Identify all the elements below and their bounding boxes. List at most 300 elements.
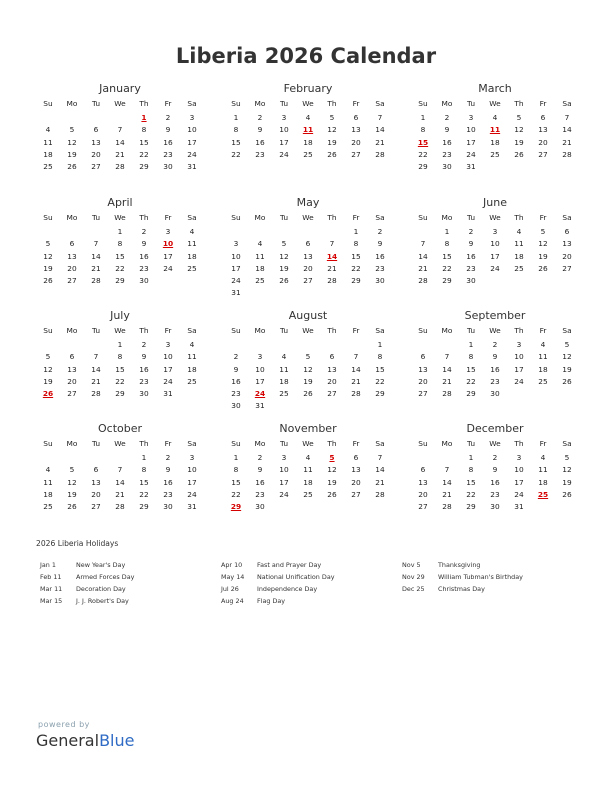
day-cell bbox=[36, 226, 60, 238]
day-cell: 4 bbox=[45, 465, 51, 475]
weekday-label: Sa bbox=[375, 99, 385, 108]
day-cell: 26 bbox=[562, 376, 572, 386]
day-cell: 14 bbox=[562, 125, 572, 135]
day-cell: 30 bbox=[466, 276, 476, 286]
holiday-item bbox=[40, 583, 134, 595]
day-cell: 26 bbox=[279, 276, 289, 286]
holiday-item bbox=[221, 595, 335, 607]
day-cell: 29 bbox=[442, 276, 452, 286]
day-cell: 28 bbox=[418, 276, 428, 286]
day-cell: 7 bbox=[444, 465, 450, 475]
day-cell: 7 bbox=[353, 352, 359, 362]
weekday-label: Th bbox=[139, 213, 149, 222]
day-cell bbox=[344, 287, 368, 299]
weekday-label: Sa bbox=[562, 213, 572, 222]
weekday-label: Fr bbox=[164, 439, 172, 448]
day-cell: 22 bbox=[466, 489, 476, 499]
day-cell: 2 bbox=[165, 113, 171, 122]
weekday-label: Th bbox=[327, 99, 337, 108]
holiday-name: Fast and Prayer Day bbox=[257, 561, 322, 569]
weekday-label: Tu bbox=[91, 439, 101, 448]
day-cell: 19 bbox=[514, 137, 524, 147]
day-cell: 22 bbox=[115, 376, 125, 386]
holiday-day-cell: 26 bbox=[42, 389, 54, 399]
day-cell: 18 bbox=[538, 477, 548, 487]
generalblue-logo[interactable] bbox=[36, 731, 134, 750]
holiday-day-cell: 10 bbox=[162, 239, 174, 249]
weekday-label: Su bbox=[231, 213, 241, 222]
day-cell bbox=[483, 161, 507, 173]
day-cell bbox=[84, 452, 108, 464]
holiday-day-cell: 11 bbox=[302, 125, 314, 135]
day-cell: 10 bbox=[163, 352, 173, 362]
week-row bbox=[411, 124, 579, 136]
day-cell: 18 bbox=[255, 263, 265, 273]
day-cell bbox=[60, 339, 84, 351]
day-cell: 31 bbox=[187, 502, 197, 512]
weekday-label: Fr bbox=[539, 439, 547, 448]
day-cell: 29 bbox=[115, 276, 125, 286]
day-cell: 26 bbox=[538, 263, 548, 273]
day-cell: 23 bbox=[466, 263, 476, 273]
day-cell: 13 bbox=[418, 364, 428, 374]
weekday-label: Mo bbox=[254, 99, 266, 108]
holiday-name: Flag Day bbox=[257, 597, 286, 606]
holiday-name: Christmas Day bbox=[438, 585, 485, 594]
day-cell: 31 bbox=[466, 162, 476, 172]
day-cell: 24 bbox=[514, 376, 524, 386]
day-cell: 1 bbox=[117, 227, 123, 236]
day-cell: 12 bbox=[43, 364, 53, 374]
day-cell: 8 bbox=[233, 125, 239, 135]
day-cell: 19 bbox=[562, 364, 572, 374]
day-cell: 23 bbox=[490, 489, 500, 499]
holiday-name: New Year's Day bbox=[76, 561, 126, 569]
day-cell: 25 bbox=[255, 276, 265, 286]
day-cell: 30 bbox=[231, 401, 241, 411]
week-row bbox=[36, 251, 204, 263]
holiday-date: Aug 24 bbox=[221, 597, 244, 606]
weekday-header bbox=[411, 323, 579, 339]
day-cell: 17 bbox=[279, 137, 289, 147]
day-cell: 26 bbox=[514, 149, 524, 159]
day-cell bbox=[411, 339, 435, 351]
day-cell: 6 bbox=[353, 453, 359, 462]
day-cell: 29 bbox=[466, 502, 476, 512]
day-cell: 13 bbox=[418, 477, 428, 487]
weekday-label: Tu bbox=[91, 213, 101, 222]
weekday-label: Sa bbox=[375, 439, 385, 448]
day-cell: 16 bbox=[255, 137, 265, 147]
day-cell: 12 bbox=[327, 465, 337, 475]
holiday-name: Decoration Day bbox=[76, 585, 126, 594]
day-cell bbox=[555, 501, 579, 513]
week-row bbox=[411, 501, 579, 513]
month-name: February bbox=[283, 82, 333, 95]
day-cell: 1 bbox=[468, 340, 474, 349]
weekday-header bbox=[224, 436, 392, 452]
day-cell: 9 bbox=[444, 125, 450, 135]
day-cell: 4 bbox=[492, 113, 498, 122]
day-cell bbox=[36, 112, 60, 124]
day-cell: 15 bbox=[115, 364, 125, 374]
weekday-label: We bbox=[302, 326, 314, 335]
weekday-label: We bbox=[302, 99, 314, 108]
day-cell: 7 bbox=[329, 239, 335, 249]
day-cell: 16 bbox=[375, 251, 385, 261]
weekday-label: Th bbox=[327, 439, 337, 448]
day-cell: 29 bbox=[139, 502, 149, 512]
week-row bbox=[224, 287, 392, 299]
day-cell: 12 bbox=[279, 251, 289, 261]
week-row bbox=[36, 112, 204, 124]
day-cell: 25 bbox=[538, 376, 548, 386]
day-cell: 8 bbox=[117, 352, 123, 362]
holiday-date: Feb 11 bbox=[40, 573, 62, 582]
day-cell: 29 bbox=[418, 162, 428, 172]
week-row bbox=[411, 137, 579, 149]
day-cell: 30 bbox=[139, 276, 149, 286]
weekday-label: Tu bbox=[466, 99, 476, 108]
day-cell: 4 bbox=[540, 453, 546, 462]
day-cell: 19 bbox=[67, 489, 77, 499]
logo-general: General bbox=[36, 731, 100, 750]
day-cell: 6 bbox=[69, 239, 75, 249]
day-cell: 7 bbox=[420, 239, 426, 249]
weekday-header bbox=[411, 210, 579, 226]
weekday-label: Su bbox=[418, 326, 428, 335]
day-cell: 11 bbox=[514, 239, 524, 249]
weekday-label: Mo bbox=[441, 213, 453, 222]
day-cell: 2 bbox=[257, 453, 263, 462]
day-cell: 26 bbox=[303, 389, 313, 399]
weekday-label: Th bbox=[327, 326, 337, 335]
month-name: January bbox=[99, 82, 141, 95]
holiday-date: Jul 26 bbox=[221, 585, 239, 594]
holiday-date: Jan 1 bbox=[40, 561, 56, 569]
day-cell: 8 bbox=[444, 239, 450, 249]
weekday-label: Mo bbox=[66, 326, 78, 335]
day-cell: 8 bbox=[377, 352, 383, 362]
day-cell: 8 bbox=[117, 239, 123, 249]
day-cell: 17 bbox=[466, 137, 476, 147]
day-cell bbox=[272, 400, 296, 412]
day-cell bbox=[531, 388, 555, 400]
weekday-label: Su bbox=[418, 213, 428, 222]
day-cell: 20 bbox=[67, 376, 77, 386]
weekday-label: Th bbox=[139, 326, 149, 335]
day-cell bbox=[296, 400, 320, 412]
day-cell: 10 bbox=[466, 125, 476, 135]
day-cell: 14 bbox=[375, 465, 385, 475]
day-cell: 7 bbox=[117, 125, 123, 135]
weekday-header bbox=[224, 210, 392, 226]
weekday-label: Th bbox=[327, 213, 337, 222]
weekday-label: Th bbox=[139, 439, 149, 448]
day-cell: 5 bbox=[305, 352, 311, 362]
week-row bbox=[36, 376, 204, 388]
week-row bbox=[224, 364, 392, 376]
day-cell: 8 bbox=[141, 125, 147, 135]
day-cell bbox=[248, 226, 272, 238]
week-row bbox=[411, 226, 579, 238]
month-name: June bbox=[483, 196, 507, 209]
day-cell bbox=[368, 501, 392, 513]
month-name: April bbox=[107, 196, 133, 209]
week-row bbox=[36, 364, 204, 376]
day-cell: 11 bbox=[279, 364, 289, 374]
day-cell: 19 bbox=[327, 137, 337, 147]
week-row bbox=[411, 351, 579, 363]
weekday-label: Su bbox=[231, 99, 241, 108]
day-cell: 9 bbox=[492, 352, 498, 362]
day-cell: 18 bbox=[279, 376, 289, 386]
day-cell: 15 bbox=[442, 251, 452, 261]
day-cell: 18 bbox=[43, 489, 53, 499]
holiday-item bbox=[221, 559, 335, 571]
day-cell: 26 bbox=[327, 489, 337, 499]
day-cell: 13 bbox=[327, 364, 337, 374]
day-cell: 23 bbox=[231, 389, 241, 399]
weekday-label: We bbox=[489, 439, 501, 448]
day-cell bbox=[320, 339, 344, 351]
week-row bbox=[36, 388, 204, 400]
day-cell: 3 bbox=[189, 113, 195, 122]
day-cell: 28 bbox=[327, 276, 337, 286]
weekday-label: Th bbox=[514, 213, 524, 222]
weekday-label: Tu bbox=[91, 326, 101, 335]
holiday-column bbox=[402, 559, 523, 595]
day-cell: 26 bbox=[43, 276, 53, 286]
day-cell: 20 bbox=[538, 137, 548, 147]
day-cell: 27 bbox=[538, 149, 548, 159]
day-cell: 13 bbox=[91, 137, 101, 147]
weekday-label: Tu bbox=[279, 99, 289, 108]
weekday-header bbox=[36, 436, 204, 452]
week-row bbox=[224, 137, 392, 149]
day-cell: 10 bbox=[231, 251, 241, 261]
day-cell: 12 bbox=[514, 125, 524, 135]
week-row bbox=[411, 339, 579, 351]
month-july bbox=[36, 309, 204, 400]
weekday-header bbox=[411, 96, 579, 112]
week-row bbox=[224, 238, 392, 250]
day-cell: 21 bbox=[375, 477, 385, 487]
holiday-name: National Unification Day bbox=[257, 573, 335, 582]
week-row bbox=[411, 251, 579, 263]
week-row bbox=[411, 477, 579, 489]
week-row bbox=[224, 112, 392, 124]
holiday-date: Nov 29 bbox=[402, 573, 425, 582]
day-cell bbox=[555, 388, 579, 400]
week-row bbox=[36, 501, 204, 513]
weekday-label: Fr bbox=[164, 326, 172, 335]
day-cell: 9 bbox=[233, 364, 239, 374]
day-cell bbox=[84, 339, 108, 351]
day-cell: 6 bbox=[329, 352, 335, 362]
holiday-item bbox=[40, 571, 134, 583]
day-cell: 11 bbox=[538, 465, 548, 475]
holiday-day-cell: 5 bbox=[329, 453, 335, 462]
day-cell bbox=[320, 400, 344, 412]
day-cell bbox=[435, 452, 459, 464]
month-name: September bbox=[464, 309, 526, 322]
day-cell: 27 bbox=[327, 389, 337, 399]
week-row bbox=[224, 400, 392, 412]
day-cell: 8 bbox=[468, 465, 474, 475]
day-cell: 3 bbox=[165, 227, 171, 236]
day-cell: 22 bbox=[115, 263, 125, 273]
day-cell: 4 bbox=[305, 453, 311, 462]
day-cell: 21 bbox=[91, 263, 101, 273]
day-cell: 19 bbox=[43, 376, 53, 386]
weekday-label: Fr bbox=[352, 213, 360, 222]
day-cell: 22 bbox=[442, 263, 452, 273]
day-cell: 27 bbox=[562, 263, 572, 273]
day-cell: 17 bbox=[255, 376, 265, 386]
week-row bbox=[36, 351, 204, 363]
day-cell: 29 bbox=[351, 276, 361, 286]
day-cell: 26 bbox=[67, 162, 77, 172]
holiday-column bbox=[221, 559, 335, 607]
week-row bbox=[36, 452, 204, 464]
holiday-item bbox=[402, 583, 523, 595]
weekday-label: Fr bbox=[352, 439, 360, 448]
week-row bbox=[411, 464, 579, 476]
day-cell: 25 bbox=[490, 149, 500, 159]
day-cell bbox=[156, 275, 180, 287]
day-cell: 3 bbox=[165, 340, 171, 349]
day-cell: 16 bbox=[139, 251, 149, 261]
week-row bbox=[36, 124, 204, 136]
weekday-label: Sa bbox=[562, 439, 572, 448]
day-cell: 23 bbox=[375, 263, 385, 273]
holiday-date: Apr 10 bbox=[221, 561, 243, 569]
day-cell bbox=[320, 226, 344, 238]
day-cell: 17 bbox=[163, 251, 173, 261]
weekday-label: Su bbox=[43, 213, 53, 222]
weekday-label: Mo bbox=[66, 99, 78, 108]
day-cell: 14 bbox=[375, 125, 385, 135]
day-cell: 5 bbox=[69, 465, 75, 475]
day-cell: 15 bbox=[231, 137, 241, 147]
day-cell: 30 bbox=[490, 389, 500, 399]
day-cell: 1 bbox=[117, 340, 123, 349]
day-cell: 27 bbox=[418, 389, 428, 399]
weekday-label: Su bbox=[43, 99, 53, 108]
weekday-label: Tu bbox=[466, 326, 476, 335]
weekday-label: Fr bbox=[164, 213, 172, 222]
weekday-label: Th bbox=[139, 99, 149, 108]
day-cell: 23 bbox=[139, 376, 149, 386]
week-row bbox=[411, 238, 579, 250]
day-cell: 17 bbox=[279, 477, 289, 487]
day-cell: 29 bbox=[466, 389, 476, 399]
weekday-label: Tu bbox=[91, 99, 101, 108]
day-cell: 24 bbox=[231, 276, 241, 286]
weekday-label: Mo bbox=[441, 439, 453, 448]
day-cell: 9 bbox=[492, 465, 498, 475]
day-cell: 28 bbox=[442, 502, 452, 512]
day-cell bbox=[272, 287, 296, 299]
day-cell: 20 bbox=[418, 489, 428, 499]
day-cell: 28 bbox=[115, 502, 125, 512]
week-row bbox=[36, 226, 204, 238]
holiday-day-cell: 1 bbox=[141, 113, 147, 122]
weekday-label: We bbox=[489, 99, 501, 108]
day-cell: 19 bbox=[327, 477, 337, 487]
day-cell: 9 bbox=[257, 465, 263, 475]
day-cell: 17 bbox=[187, 477, 197, 487]
day-cell bbox=[344, 400, 368, 412]
holiday-item bbox=[402, 559, 523, 571]
holiday-name: Independence Day bbox=[257, 585, 318, 594]
week-row bbox=[224, 489, 392, 501]
month-may bbox=[224, 196, 392, 300]
day-cell: 13 bbox=[538, 125, 548, 135]
day-cell: 1 bbox=[468, 453, 474, 462]
day-cell: 21 bbox=[115, 489, 125, 499]
day-cell bbox=[248, 339, 272, 351]
day-cell: 28 bbox=[91, 389, 101, 399]
month-name: November bbox=[279, 422, 337, 435]
weekday-label: Su bbox=[43, 326, 53, 335]
day-cell: 20 bbox=[351, 137, 361, 147]
month-october bbox=[36, 422, 204, 513]
weekday-header bbox=[224, 323, 392, 339]
day-cell: 30 bbox=[255, 502, 265, 512]
day-cell: 30 bbox=[442, 162, 452, 172]
holiday-date: May 14 bbox=[221, 573, 245, 582]
day-cell: 15 bbox=[139, 137, 149, 147]
day-cell: 18 bbox=[303, 137, 313, 147]
day-cell: 29 bbox=[139, 162, 149, 172]
day-cell: 13 bbox=[67, 364, 77, 374]
day-cell: 2 bbox=[444, 113, 450, 122]
day-cell: 17 bbox=[514, 477, 524, 487]
day-cell: 27 bbox=[351, 149, 361, 159]
day-cell bbox=[368, 287, 392, 299]
week-row bbox=[224, 124, 392, 136]
day-cell: 28 bbox=[115, 162, 125, 172]
day-cell: 20 bbox=[303, 263, 313, 273]
day-cell: 7 bbox=[377, 453, 383, 462]
day-cell: 10 bbox=[514, 465, 524, 475]
week-row bbox=[36, 275, 204, 287]
week-row bbox=[224, 464, 392, 476]
weekday-label: We bbox=[114, 99, 126, 108]
day-cell: 27 bbox=[418, 502, 428, 512]
day-cell: 25 bbox=[279, 389, 289, 399]
weekday-label: Su bbox=[418, 99, 428, 108]
month-march bbox=[411, 82, 579, 173]
day-cell: 27 bbox=[351, 489, 361, 499]
day-cell: 16 bbox=[490, 364, 500, 374]
day-cell: 24 bbox=[187, 489, 197, 499]
week-row bbox=[224, 351, 392, 363]
day-cell: 4 bbox=[516, 227, 522, 236]
weekday-label: Sa bbox=[375, 326, 385, 335]
holiday-name: Armed Forces Day bbox=[76, 573, 135, 582]
holiday-date: Mar 11 bbox=[40, 585, 63, 594]
day-cell: 2 bbox=[141, 340, 147, 349]
day-cell: 14 bbox=[418, 251, 428, 261]
day-cell: 16 bbox=[255, 477, 265, 487]
weekday-label: Th bbox=[514, 439, 524, 448]
day-cell: 1 bbox=[233, 453, 239, 462]
weekday-label: Tu bbox=[279, 439, 289, 448]
weekday-label: Sa bbox=[187, 213, 197, 222]
